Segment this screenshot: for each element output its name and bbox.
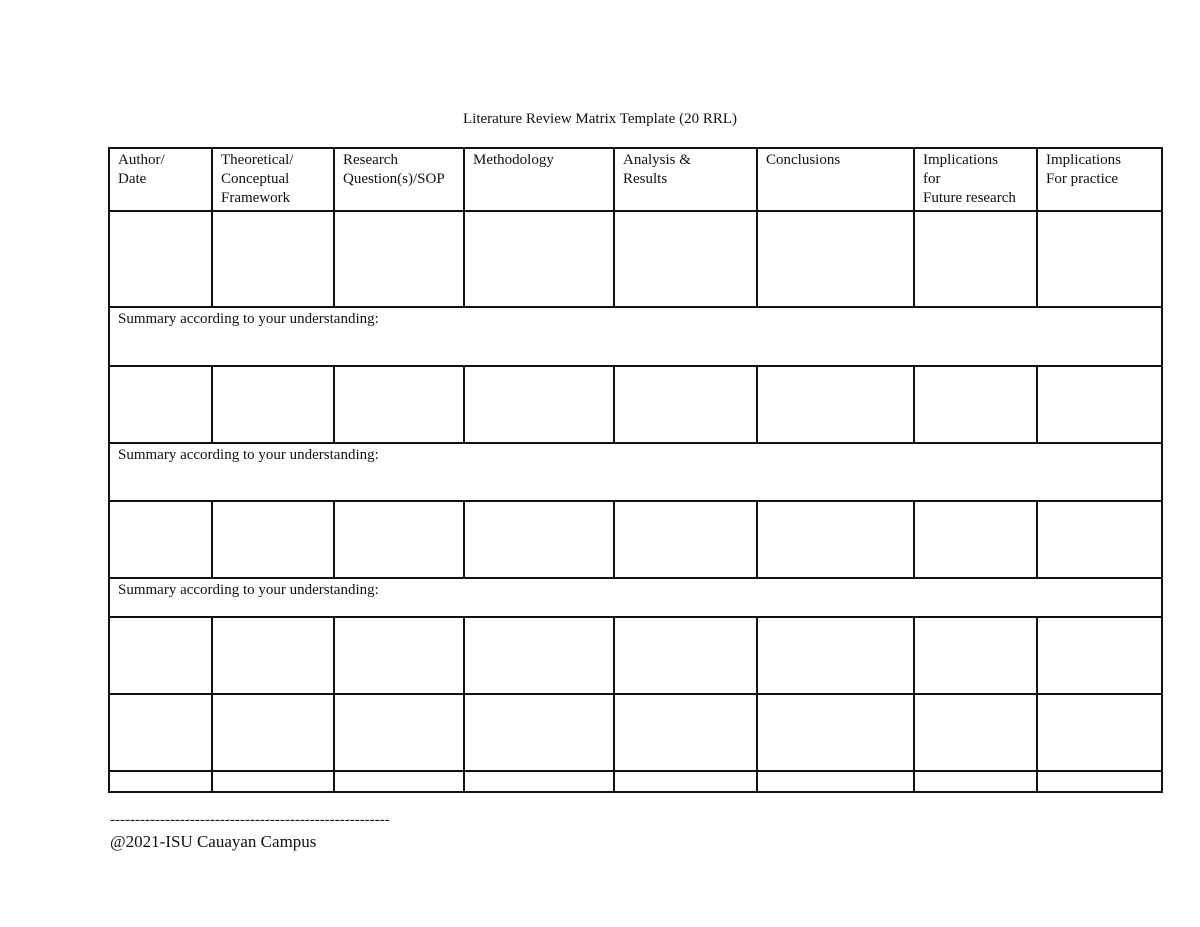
entry-cell[interactable] [212, 211, 334, 307]
entry-cell[interactable] [757, 617, 914, 694]
entry-row [109, 211, 1162, 307]
entry-cell[interactable] [212, 501, 334, 578]
footer-divider: -------------------------------------------------------- [110, 812, 390, 828]
entry-cell[interactable] [334, 694, 464, 771]
summary-label: Summary according to your understanding: [118, 311, 379, 327]
entry-cell[interactable] [757, 694, 914, 771]
header-line: For practice [1046, 171, 1119, 187]
header-research-questions[interactable] [334, 148, 464, 211]
header-line: Framework [221, 190, 291, 206]
entry-cell[interactable] [109, 771, 212, 792]
header-line: Implications [1046, 152, 1121, 168]
entry-cell[interactable] [757, 501, 914, 578]
header-line: Conceptual [221, 171, 290, 187]
entry-cell[interactable] [464, 694, 614, 771]
entry-cell[interactable] [914, 694, 1037, 771]
entry-cell[interactable] [1037, 211, 1162, 307]
entry-cell[interactable] [109, 211, 212, 307]
entry-cell[interactable] [1037, 771, 1162, 792]
entry-row [109, 501, 1162, 578]
entry-cell[interactable] [334, 617, 464, 694]
entry-cell[interactable] [334, 501, 464, 578]
entry-cell[interactable] [464, 617, 614, 694]
summary-label: Summary according to your understanding: [118, 447, 379, 463]
entry-cell[interactable] [464, 366, 614, 443]
entry-cell[interactable] [464, 501, 614, 578]
header-line: Results [623, 171, 668, 187]
entry-cell[interactable] [1037, 694, 1162, 771]
summary-row [109, 307, 1162, 366]
header-analysis-results[interactable] [614, 148, 757, 211]
entry-row [109, 366, 1162, 443]
header-line: Author/ [118, 152, 165, 168]
entry-cell[interactable] [334, 366, 464, 443]
entry-cell[interactable] [212, 617, 334, 694]
header-author-date[interactable] [109, 148, 212, 211]
entry-cell[interactable] [212, 771, 334, 792]
header-line: Future research [923, 190, 1016, 206]
entry-cell[interactable] [334, 211, 464, 307]
header-implications-future-research[interactable] [914, 148, 1037, 211]
header-line: Research [343, 152, 398, 168]
header-line: Theoretical/ [221, 152, 294, 168]
entry-cell[interactable] [1037, 366, 1162, 443]
header-line: Date [118, 171, 147, 187]
header-theoretical-framework[interactable] [212, 148, 334, 211]
header-line: for [923, 171, 941, 187]
summary-label: Summary according to your understanding: [118, 582, 379, 598]
entry-cell[interactable] [109, 694, 212, 771]
summary-cell[interactable] [109, 578, 1162, 617]
entry-cell[interactable] [1037, 501, 1162, 578]
entry-cell[interactable] [109, 617, 212, 694]
entry-cell[interactable] [212, 694, 334, 771]
entry-cell[interactable] [614, 366, 757, 443]
entry-cell[interactable] [757, 771, 914, 792]
entry-cell[interactable] [614, 211, 757, 307]
entry-cell[interactable] [614, 771, 757, 792]
header-methodology[interactable] [464, 148, 614, 211]
footer-copyright: @2021-ISU Cauayan Campus [110, 832, 317, 851]
header-line: Conclusions [766, 152, 841, 168]
entry-cell[interactable] [212, 366, 334, 443]
entry-cell[interactable] [1037, 617, 1162, 694]
entry-cell[interactable] [757, 366, 914, 443]
entry-cell[interactable] [914, 617, 1037, 694]
summary-cell[interactable] [109, 443, 1162, 501]
entry-cell[interactable] [914, 366, 1037, 443]
header-conclusions[interactable] [757, 148, 914, 211]
entry-cell[interactable] [464, 771, 614, 792]
entry-cell[interactable] [614, 617, 757, 694]
summary-row [109, 578, 1162, 617]
header-line: Methodology [473, 152, 554, 168]
entry-cell[interactable] [614, 694, 757, 771]
header-line: Analysis & [623, 152, 691, 168]
entry-cell[interactable] [614, 501, 757, 578]
header-line: Implications [923, 152, 998, 168]
summary-row [109, 443, 1162, 501]
summary-cell[interactable] [109, 307, 1162, 366]
entry-cell[interactable] [914, 501, 1037, 578]
entry-cell[interactable] [109, 501, 212, 578]
header-line: Question(s)/SOP [343, 171, 445, 187]
entry-row [109, 617, 1162, 694]
literature-review-matrix [108, 147, 1163, 793]
entry-row [109, 694, 1162, 771]
entry-row [109, 771, 1162, 792]
entry-cell[interactable] [464, 211, 614, 307]
entry-cell[interactable] [914, 771, 1037, 792]
document-title: Literature Review Matrix Template (20 RRL) [462, 111, 737, 127]
header-implications-practice[interactable] [1037, 148, 1162, 211]
entry-cell[interactable] [334, 771, 464, 792]
entry-cell[interactable] [914, 211, 1037, 307]
entry-cell[interactable] [109, 366, 212, 443]
entry-cell[interactable] [757, 211, 914, 307]
header-row [109, 148, 1162, 211]
